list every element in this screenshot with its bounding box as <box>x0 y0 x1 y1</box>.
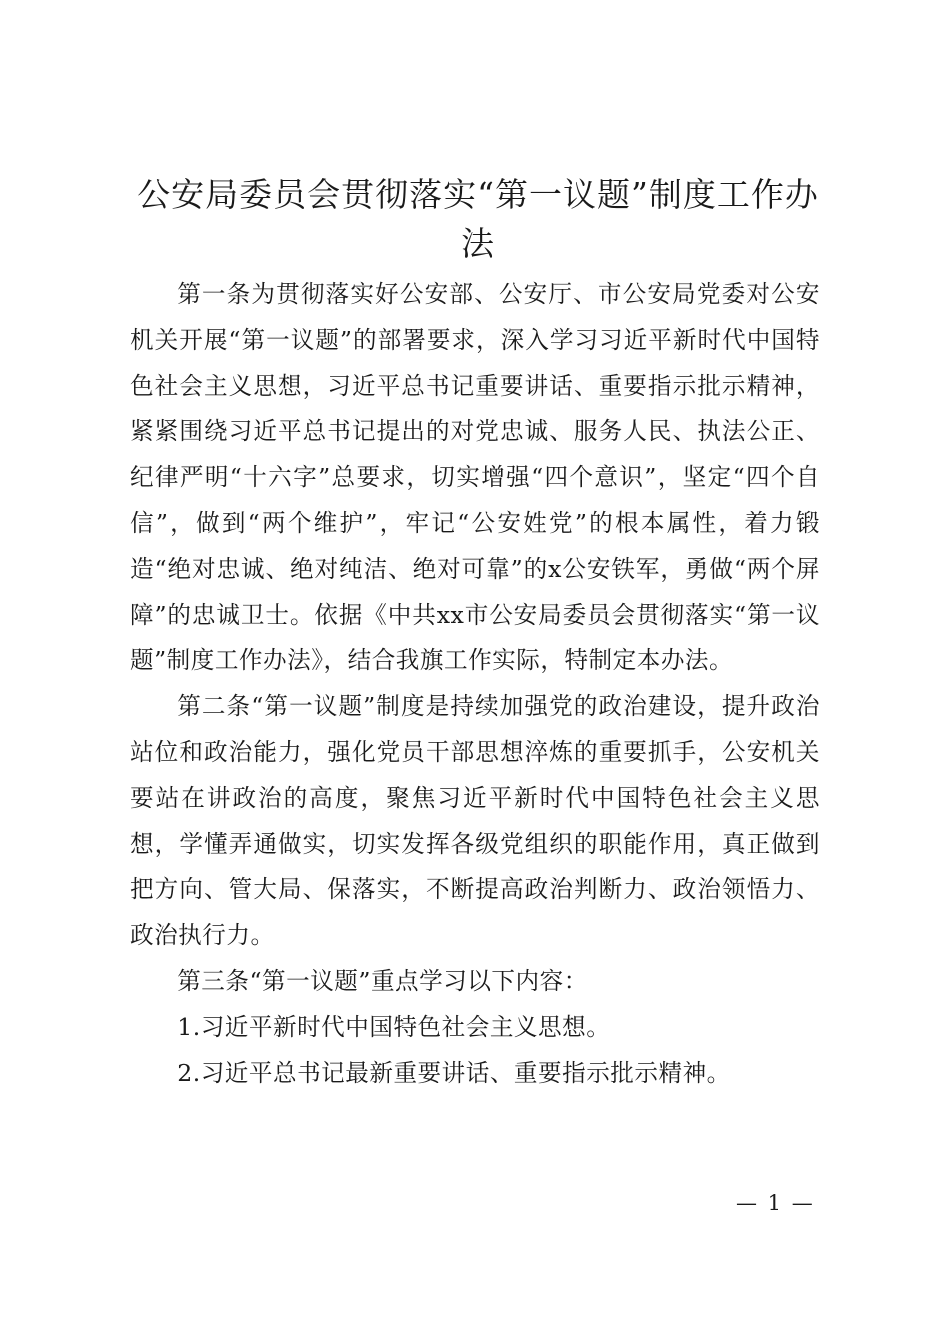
paragraph-article-1: 第一条为贯彻落实好公安部、公安厅、市公安局党委对公安机关开展“第一议题”的部署要求，深入学习习近平新时代中国特色社会主义思想，习近平总书记重要讲话、重要指示批示精神，紧紧围绕习近平总书记提出的对党忠诚、服务人民、执法公正、纪律严明“十六字”总要求，切实增强“四个意识”，坚定“四个自信”，做到“两个维护”，牢记“公安姓党”的根本属性，着力锻造“绝对忠诚、绝对纯洁、绝对可靠”的x公安铁军，勇做“两个屏障”的忠诚卫士。依据《中共xx市公安局委员会贯彻落实“第一议题”制度工作办法》，结合我旗工作实际，特制定本办法。 <box>130 280 820 675</box>
document-body <box>130 272 820 1096</box>
document-title: 公安局委员会贯彻落实“第一议题”制度工作办法 <box>137 175 819 263</box>
list-item: 2.习近平总书记最新重要讲话、重要指示批示精神。 <box>177 1058 731 1087</box>
paragraph-article-3: 第三条“第一议题”重点学习以下内容： <box>177 966 588 995</box>
paragraph-article-2: 第二条“第一议题”制度是持续加强党的政治建设，提升政治站位和政治能力，强化党员干部思想淬炼的重要抓手，公安机关要站在讲政治的高度，聚焦习近平新时代中国特色社会主义思想，学懂弄通做实，切实发挥各级党组织的职能作用，真正做到把方向、管大局、保落实，不断提高政治判断力、政治领悟力、政治执行力。 <box>130 692 820 950</box>
list-item: 1.习近平新时代中国特色社会主义思想。 <box>177 1012 611 1041</box>
page-number: — 1 — <box>736 1191 815 1215</box>
